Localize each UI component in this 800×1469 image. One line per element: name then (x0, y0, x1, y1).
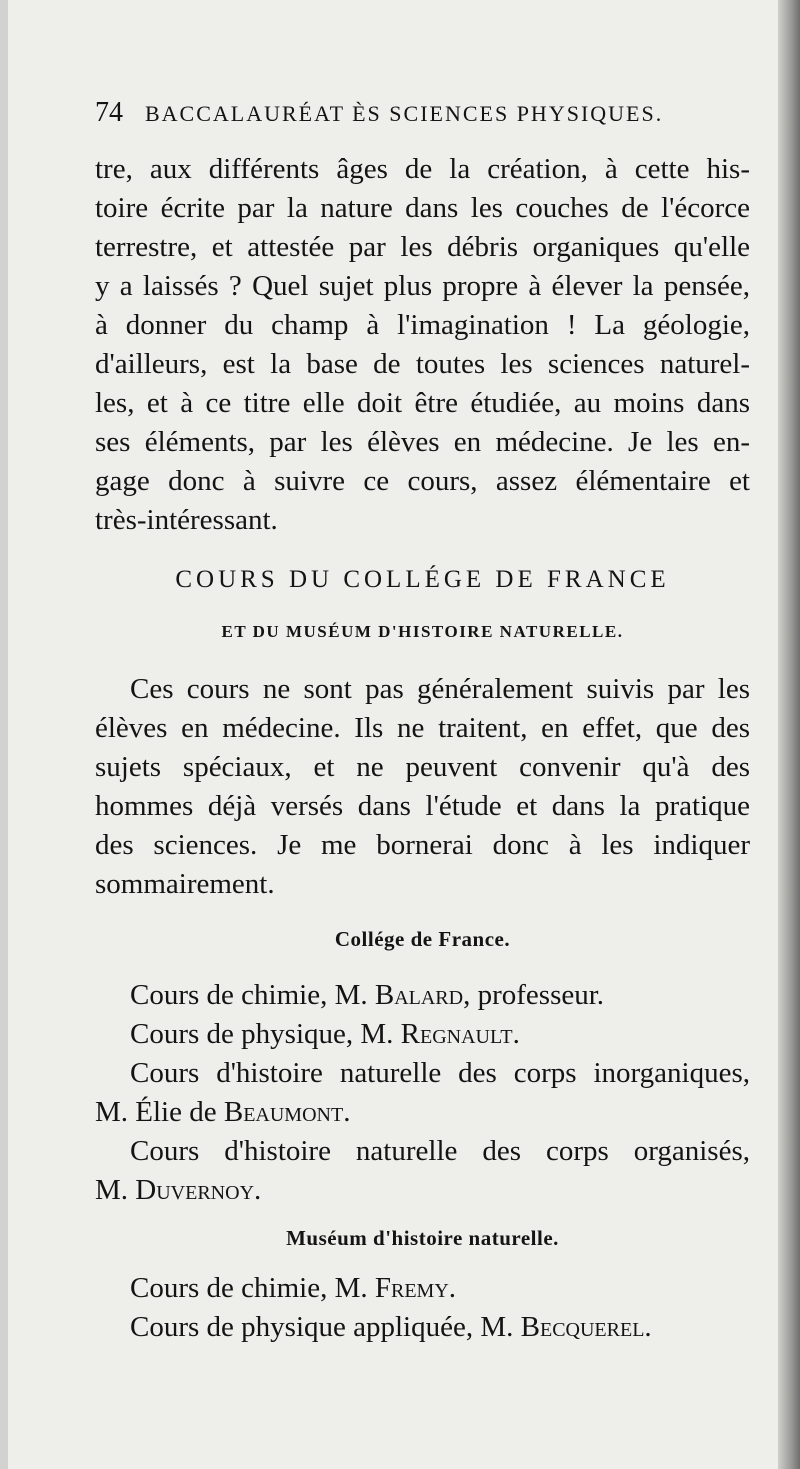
course-text-after: , professeur. (463, 979, 605, 1011)
course-text: M. Élie de (95, 1096, 224, 1128)
professor-name: Regnault (400, 1018, 513, 1050)
course-entry (130, 1054, 750, 1093)
course-entry (130, 1015, 750, 1054)
course-entry-cont (95, 1171, 750, 1210)
running-title: BACCALAURÉAT ÈS SCIENCES PHYSIQUES. (145, 101, 664, 126)
professor-name: Balard (374, 979, 464, 1011)
course-text-after: . (448, 1272, 457, 1304)
college-heading: Collége de France. (334, 927, 511, 951)
course-entry-cont (95, 1093, 750, 1132)
course-entry (130, 1269, 750, 1308)
paragraph-line: sommairement. (95, 868, 275, 900)
course-text-after: . (644, 1311, 652, 1343)
section-title: COURS DU COLLÉGE DE FRANCE (175, 566, 670, 593)
course-entry (130, 1132, 750, 1171)
paragraph-line: à donner du champ à l'imagination ! La géologie, (95, 309, 750, 341)
paragraph-line: y a laissés ? Quel sujet plus propre à élever la pensée, (95, 270, 750, 302)
course-text: Cours de chimie, M. (130, 1272, 375, 1304)
paragraph-line: hommes déjà versés dans l'étude et dans la pratique (95, 790, 750, 822)
course-entry (130, 976, 750, 1015)
paragraph-line: élèves en médecine. Ils ne traitent, en effet, que des (95, 712, 750, 744)
course-text: M. (95, 1174, 136, 1206)
paragraph-line: sujets spéciaux, et ne peuvent convenir qu'à des (95, 751, 750, 783)
course-text: Cours de physique appliquée, M. (130, 1311, 521, 1343)
paragraph-line: Ces cours ne sont pas généralement suivis par les (130, 673, 750, 705)
course-entry (130, 1308, 750, 1347)
course-text: Cours de chimie, M. (130, 979, 375, 1011)
paragraph-line: des sciences. Je me bornerai donc à les indiquer (95, 829, 750, 861)
paragraph-line: très-intéressant. (95, 504, 278, 536)
course-text-after: . (512, 1018, 520, 1050)
running-header (95, 97, 750, 137)
paragraph-line: tre, aux différents âges de la création, à cette his- (95, 153, 750, 185)
section-subtitle: ET DU MUSÉUM D'HISTOIRE NATURELLE. (221, 622, 624, 641)
paragraph-line: d'ailleurs, est la base de toutes les sciences naturel- (95, 348, 750, 380)
paragraph-line: les, et à ce titre elle doit être étudiée, au moins dans (95, 387, 750, 419)
paragraph-line: toire écrite par la nature dans les couches de l'écorce (95, 192, 750, 224)
course-text-after: . (343, 1096, 351, 1128)
course-text: Cours de physique, M. (130, 1018, 401, 1050)
professor-name: Becquerel (520, 1311, 645, 1343)
museum-heading: Muséum d'histoire naturelle. (286, 1226, 559, 1250)
paragraph-line: gage donc à suivre ce cours, assez élémentaire et (95, 465, 750, 497)
course-text: Cours d'histoire naturelle des corps organisés, (130, 1135, 750, 1167)
page-number: 74 (95, 97, 123, 128)
professor-name: Fremy (374, 1272, 449, 1304)
course-text: Cours d'histoire naturelle des corps inorganiques, (130, 1057, 750, 1089)
paragraph-line: terrestre, et attestée par les débris organiques qu'elle (95, 231, 750, 263)
paragraph-line: ses éléments, par les élèves en médecine. Je les en- (95, 426, 750, 458)
course-text-after: . (254, 1174, 262, 1206)
page-edge (778, 0, 800, 1469)
professor-name: Duvernoy (135, 1174, 255, 1206)
professor-name: Beaumont (223, 1096, 344, 1128)
